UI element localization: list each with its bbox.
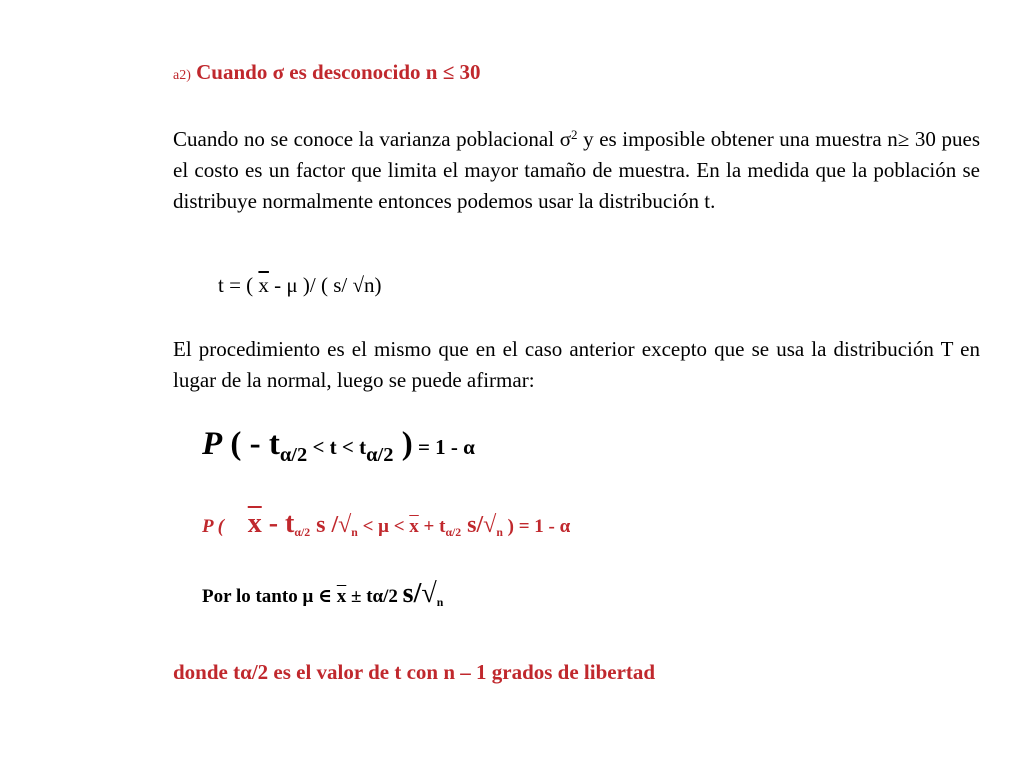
x-bar: $\overline{x}$ [258, 273, 269, 297]
paragraph-procedure: El procedimiento es el mismo que en el caso anterior excepto que se usa la distribución T en lugar de la normal, luego se puede afirmar: [173, 337, 980, 392]
sigma-symbol: σ [559, 127, 572, 152]
x-bar: $\overline{x}$ [409, 516, 419, 537]
x-bar: $\overline{x}$ [336, 586, 347, 607]
x-bar: $\overline{x}$ [247, 508, 262, 539]
sigma-exponent: 2 [571, 127, 578, 142]
section-title: Cuando σ es desconocido n ≤ 30 [196, 60, 481, 84]
paragraph-unknown-variance: Cuando no se conoce la varianza poblacional $\sigma^2$ y es imposible obtener una muestra n≥ 30 pues el costo es un factor que limita el mayor tamaño de muestra. En la medida que la población se distribuye normalmente entonces podemos usar la distribución t. [173, 127, 981, 214]
probability-t-interval: P ( - $t_{\alpha/2} < t < t_{\alpha/2}$ ) = 1 - α [202, 426, 475, 467]
section-heading [173, 60, 480, 85]
t-statistic-formula: t = ( $\overline{x}$ - μ )/ ( s/ √n) [218, 273, 382, 297]
probability-mean-interval: P ( $\overline{x} - t_{\alpha/2}$ s $/√_n < \mu < \overline{x} + t_{\alpha/2}$ $s/√_n$ ) = 1 - α [202, 508, 571, 540]
section-label: a2) [173, 68, 191, 83]
conclusion-interval: Por lo tanto μ ∈ $\overline{x} \pm t\alpha/2$ $s/√_n$ [202, 578, 444, 610]
degrees-of-freedom-note: donde tα/2 es el valor de t con n – 1 grados de libertad [173, 660, 656, 684]
